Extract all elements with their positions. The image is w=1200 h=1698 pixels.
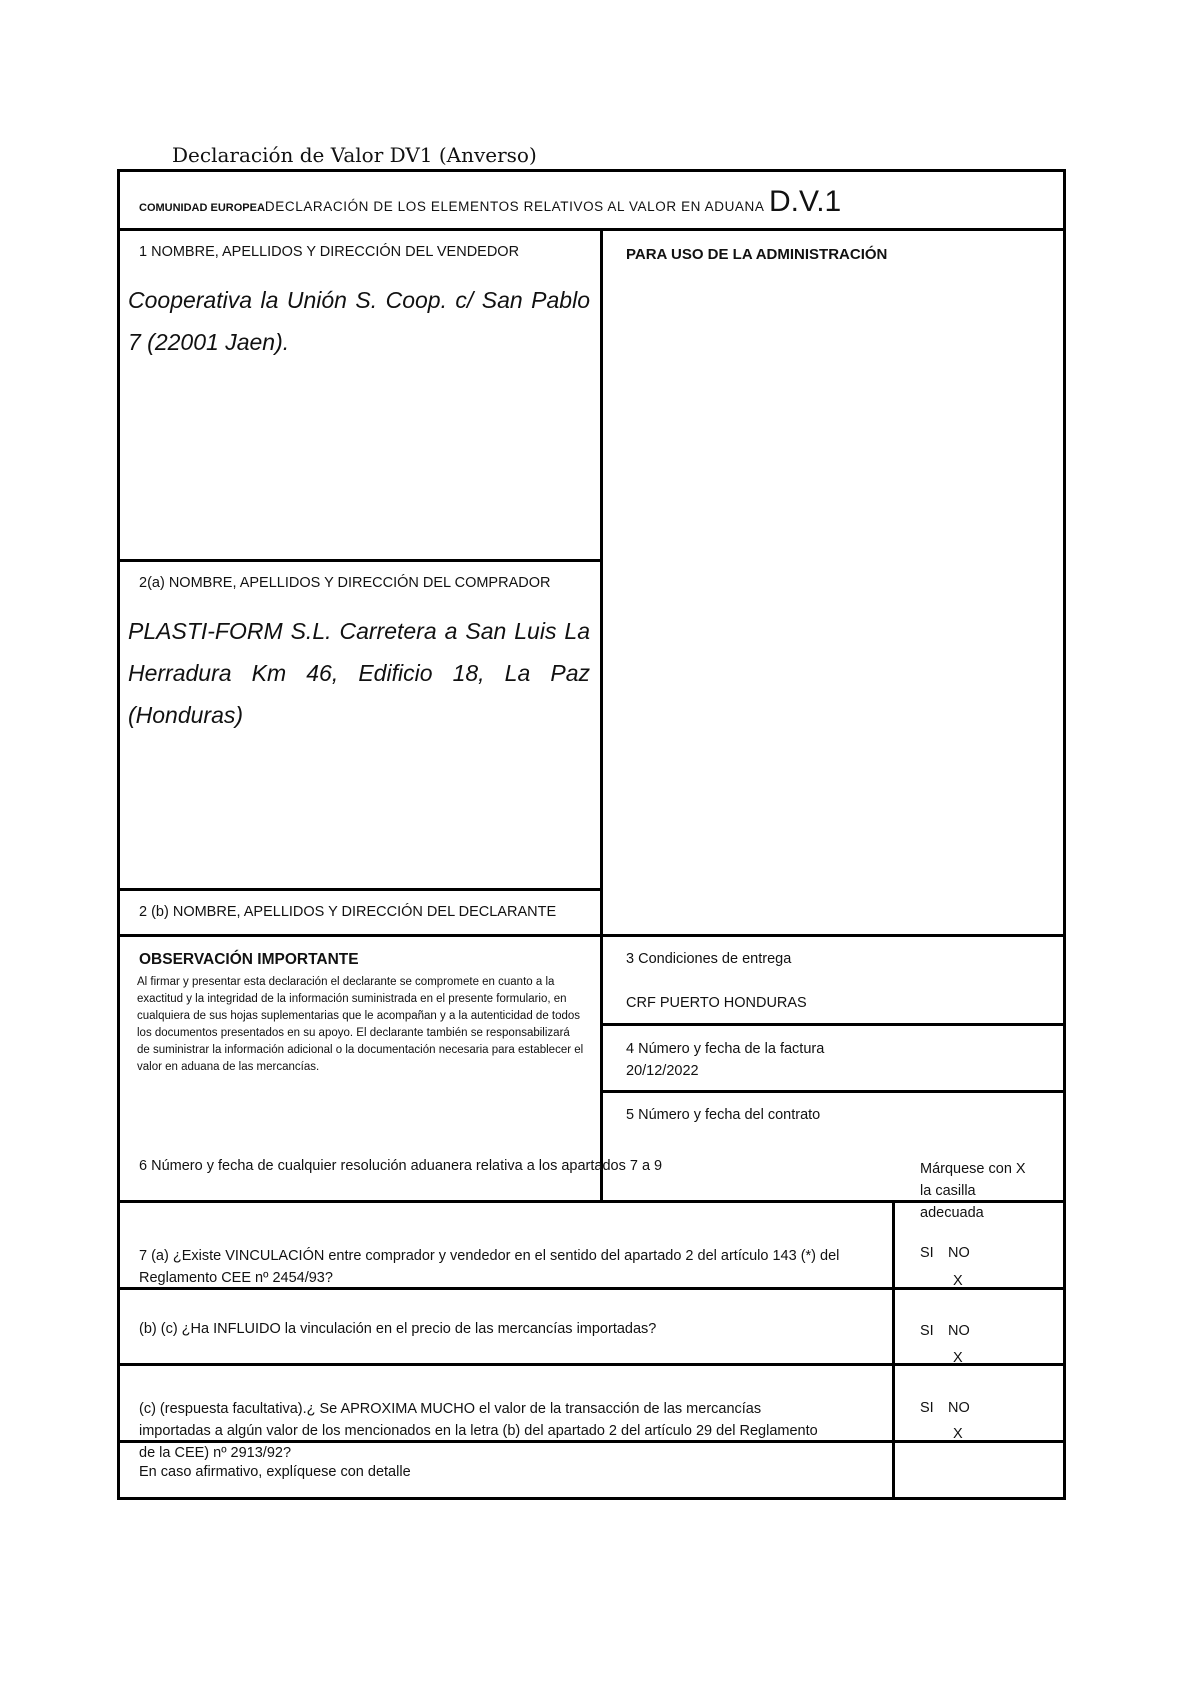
question-7c-no: NO — [948, 1400, 970, 1416]
declaration-label: DECLARACIÓN DE LOS ELEMENTOS RELATIVOS AL VALOR EN ADUANA — [264, 199, 765, 214]
buyer-value: PLASTI-FORM S.L. Carretera a San Luis La Herradura Km 46, Edificio 18, La Paz (Honduras) — [128, 618, 590, 728]
question-7c-yes: SI — [920, 1400, 934, 1416]
admin-label: PARA USO DE LA ADMINISTRACIÓN — [626, 246, 888, 263]
question-7c-mark: X — [953, 1426, 963, 1442]
document-title: Declaración de Valor DV1 (Anverso) — [172, 143, 537, 167]
delivery-value: CRF PUERTO HONDURAS — [626, 995, 807, 1011]
invoice-label: 4 Número y fecha de la factura — [626, 1041, 825, 1057]
mark-note: Márquese con X la casilla adecuada — [920, 1161, 1026, 1221]
seller-label: 1 NOMBRE, APELLIDOS Y DIRECCIÓN DEL VENDEDOR — [139, 244, 520, 260]
declarant-divider — [117, 934, 1066, 937]
border-left — [117, 169, 120, 1500]
contract-label: 5 Número y fecha del contrato — [626, 1107, 821, 1123]
border-bottom — [117, 1497, 1066, 1500]
question-7c-extra: En caso afirmativo, explíquese con detalle — [139, 1464, 411, 1480]
border-top — [117, 169, 1066, 172]
buyer-label: 2(a) NOMBRE, APELLIDOS Y DIRECCIÓN DEL COMPRADOR — [139, 575, 551, 591]
declarant-label: 2 (b) NOMBRE, APELLIDOS Y DIRECCIÓN DEL DECLARANTE — [139, 904, 557, 920]
header — [139, 185, 1049, 219]
delivery-label: 3 Condiciones de entrega — [626, 951, 792, 967]
question-7b-mark: X — [953, 1350, 963, 1366]
question-7a-yes: SI — [920, 1245, 934, 1261]
question-7b-no: NO — [948, 1323, 970, 1339]
question-7a: 7 (a) ¿Existe VINCULACIÓN entre comprador y vendedor en el sentido del apartado 2 del artículo 143 (*) del Reglamento CEE nº 2454/93? — [139, 1248, 840, 1286]
observation-text: Al firmar y presentar esta declaración el declarante se compromete en cuanto a la exactitud y la integridad de la información suministrada en el presente formulario, en cualquiera de sus hojas suplementarias que le acompañan y a la autenticidad de todos los documentos presentados en su apoyo. El declarante también se responsabilizará de suministrar la información adicional o la documentación necesaria para establecer el valor en aduana de las mercancías. — [137, 976, 584, 1073]
border-right — [1063, 169, 1066, 1500]
dv1-form — [117, 169, 1066, 1500]
resolution-label: 6 Número y fecha de cualquier resolución aduanera relativa a los apartados 7 a 9 — [139, 1158, 663, 1174]
section7b-top — [117, 1363, 1066, 1366]
seller-value: Cooperativa la Unión S. Coop. c/ San Pablo 7 (22001 Jaen). — [128, 287, 590, 355]
question-7a-no: NO — [948, 1245, 970, 1261]
seller-divider — [117, 559, 603, 562]
community-label: COMUNIDAD EUROPEA — [139, 202, 265, 214]
question-7c: (c) (respuesta facultativa).¿ Se APROXIMA MUCHO el valor de la transacción de las mercancías importadas a algún valor de los mencionados en la letra (b) del apartado 2 del artículo 29 del Reglamento de la CEE) nº 2913/92? — [139, 1401, 818, 1461]
header-divider — [117, 228, 1066, 231]
form-code: D.V.1 — [768, 185, 842, 218]
question-7b: (b) (c) ¿Ha INFLUIDO la vinculación en el precio de las mercancías importadas? — [139, 1321, 657, 1337]
mark-column-divider — [892, 1200, 895, 1500]
invoice-divider — [600, 1090, 1066, 1093]
question-7a-mark: X — [953, 1273, 963, 1289]
observation-title: OBSERVACIÓN IMPORTANTE — [139, 951, 359, 968]
invoice-value: 20/12/2022 — [626, 1063, 699, 1079]
question-7b-yes: SI — [920, 1323, 934, 1339]
delivery-divider — [600, 1023, 1066, 1026]
middle-divider — [600, 228, 603, 1203]
buyer-divider — [117, 888, 603, 891]
